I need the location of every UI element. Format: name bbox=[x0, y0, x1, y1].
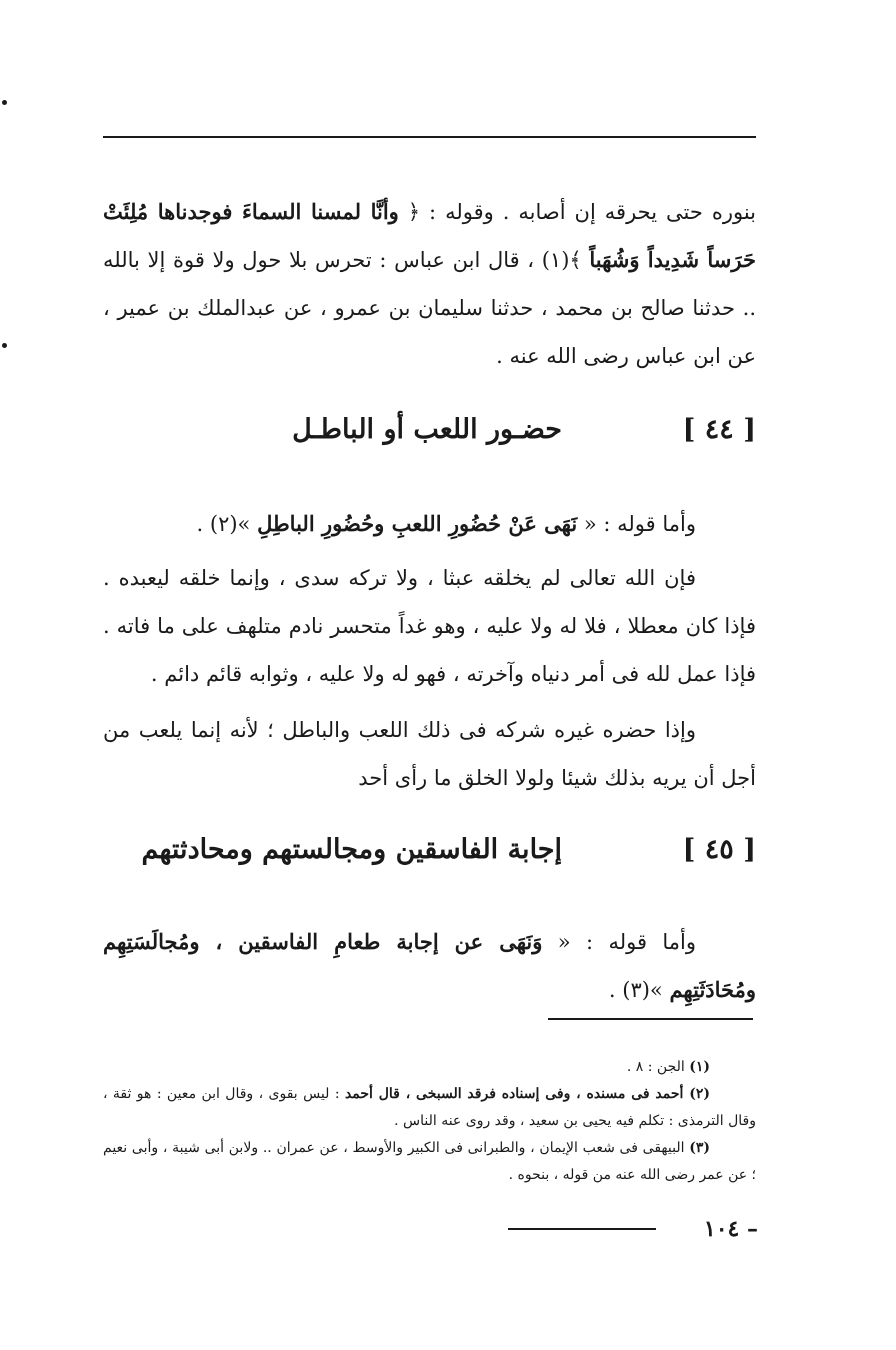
page-number bbox=[668, 1216, 758, 1246]
scan-mark bbox=[2, 343, 7, 348]
footnote-mark: (١) bbox=[689, 1059, 710, 1075]
footnote-3 bbox=[103, 1135, 756, 1189]
footnote-2 bbox=[103, 1081, 756, 1135]
footnote-text: : ليس بقوى ، وقال ابن معين : هو ثقة ، وقال الترمذى : تكلم فيه يحيى بن سعيد ، وقد روى عنه الناس . bbox=[103, 1086, 756, 1129]
section-45-body bbox=[103, 918, 756, 1014]
hadith-quote: نَهَى عَنْ حُضُورِ اللعبِ وحُضُورِ الباطِلِ bbox=[257, 511, 578, 536]
footnote-text: البيهقى فى شعب الإيمان ، والطبرانى فى الكبير والأوسط ، عن عمران .. ولابن أبى شيبة ، وأبى نعيم ؛ عن عمر رضى الله عنه من قوله ، بنحوه . bbox=[103, 1140, 756, 1183]
commentary-paragraph: وإذا حضره غيره شركه فى ذلك اللعب والباطل ؛ لأنه إنما يلعب من أجل أن يريه بذلك شيئا ولولا الخلق ما رأى أحد bbox=[103, 718, 756, 790]
section-title: حضـور اللعب أو الباطـل bbox=[292, 414, 562, 445]
quran-quote: وأنَّا لمسنا السماءَ فوجدناها مُلِئَتْ حَرَساً شَدِيداً وَشُهَباً bbox=[103, 199, 756, 272]
hadith-intro: وأما قوله : « bbox=[577, 512, 696, 536]
section-heading-44 bbox=[103, 414, 756, 462]
page-number-rule bbox=[508, 1228, 656, 1230]
hadith-intro: وأما قوله : « bbox=[542, 930, 696, 954]
hadith-ref: »(٢) . bbox=[196, 512, 258, 536]
commentary-paragraph: فإن الله تعالى لم يخلقه عبثا ، ولا تركه سدى ، وإنما خلقه ليعبده . فإذا كان معطلا ، فلا له ولا عليه ، وهو غداً متحسر نادم متلهف على ما فاته . فإذا عمل لله فى أمر دنياه وآخرته ، فهو له ولا عليه ، وثوابه قائم دائم . bbox=[103, 566, 756, 686]
footnote-source: أحمد فى مسنده ، وفى إسناده فرقد السبخى ، قال أحمد bbox=[344, 1086, 690, 1102]
footnote-rule bbox=[548, 1018, 753, 1020]
page-number-dash: – bbox=[739, 1216, 758, 1242]
section-title: إجابة الفاسقين ومجالستهم ومحادثتهم bbox=[141, 834, 562, 865]
intro-text-end: ﴾(١) ، قال ابن عباس : تحرس بلا حول ولا قوة إلا بالله .. حدثنا صالح بن محمد ، حدثنا سليمان بن عمرو ، عن عبدالملك بن عمير ، عن ابن عباس رضى الله عنه . bbox=[103, 248, 756, 368]
section-number: [ ٤٥ ] bbox=[682, 834, 756, 865]
section-44-body bbox=[103, 500, 756, 802]
section-number: [ ٤٤ ] bbox=[682, 414, 756, 445]
scan-mark bbox=[2, 100, 7, 105]
intro-text-start: بنوره حتى يحرقه إن أصابه . وقوله : ﴿ bbox=[398, 200, 756, 224]
footnote-mark: (٣) bbox=[689, 1140, 710, 1156]
hadith-ref: »(٣) . bbox=[608, 978, 670, 1002]
footnote-text: الجن : ٨ . bbox=[626, 1059, 690, 1075]
intro-paragraph bbox=[103, 188, 756, 380]
section-heading-45 bbox=[103, 834, 756, 882]
header-rule bbox=[103, 136, 756, 138]
hadith-quote: وَنَهَى عن إجابة طعامِ الفاسقين ، ومُجالَسَتِهِم ومُحَادَثَتِهِم bbox=[103, 929, 756, 1002]
footnote-1 bbox=[103, 1054, 756, 1081]
page-number-value: ١٠٤ bbox=[703, 1216, 740, 1242]
footnote-mark: (٢) bbox=[689, 1086, 710, 1102]
footnotes bbox=[103, 1054, 756, 1189]
